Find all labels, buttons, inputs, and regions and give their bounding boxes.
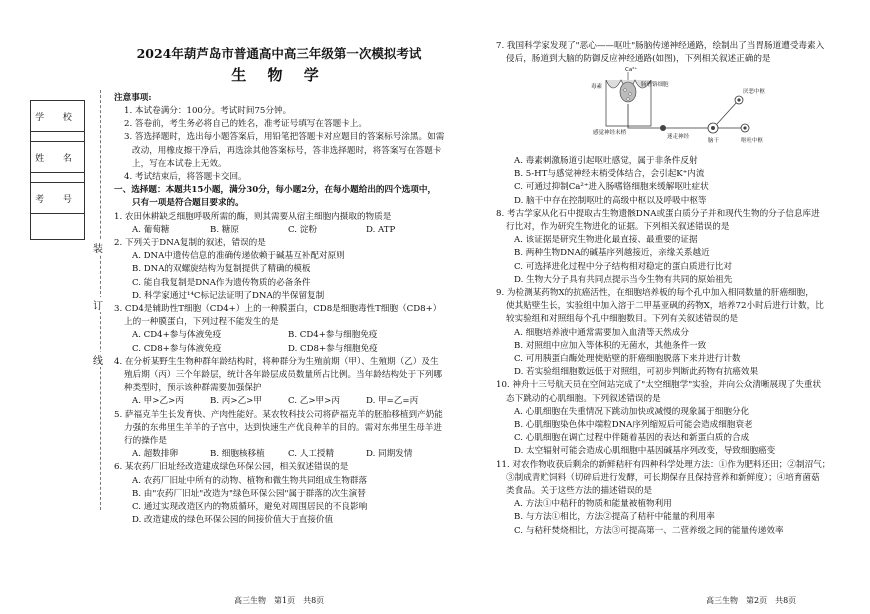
text-line: 行的操作是	[124, 436, 167, 447]
text-line: 较实验组和对照组每个孔中细胞数目。下列有关叙述错误的是	[506, 314, 739, 325]
left-question-text	[114, 105, 444, 528]
right-question-text	[496, 155, 856, 538]
notes-heading: 注意事项:	[114, 93, 152, 103]
text-line: 8. 考古学家从化石中提取古生物遗骸DNA或蛋白质分子并和现代生物的分子信息库进	[496, 208, 820, 219]
cut-char-ding: 订	[93, 297, 103, 312]
answer-option: D. 甲=乙=丙	[366, 396, 419, 407]
text-line: D. 生物大分子具有共同点提示当今生物有共同的原始祖先	[514, 274, 733, 285]
text-line: 11. 对农作物收获后剩余的新鲜秸秆有四种科学处理方法：①作为肥料还田；②制沼气；	[496, 459, 831, 470]
field-name: 姓 名	[31, 142, 85, 173]
answer-options	[114, 224, 444, 237]
text-line: 4. 在分析某野生生物种群年龄结构时，将种群分为生殖前期（甲）、生殖期（乙）及生	[114, 356, 439, 367]
text-line: A. 该证据是研究生物进化最直接、最重要的证据	[514, 235, 698, 246]
text-line: 只有一项是符合题目要求的。	[132, 198, 244, 209]
label-sensory: 感觉神经末梢	[593, 130, 627, 136]
gut-brain-pathway-diagram	[591, 66, 771, 150]
answer-option: A. 葡萄糖	[132, 224, 170, 235]
subject-title: 生 物 学	[231, 66, 327, 84]
cut-char-xian: 线	[93, 352, 103, 367]
answer-options	[114, 329, 444, 342]
text-line: 2. 下列关于DNA复制的叙述，错误的是	[114, 238, 266, 249]
text-line: 行比对，作为研究生物进化的证据。下列相关叙述错误的是	[506, 222, 730, 233]
text-line: D. 若实验组细胞数远低于对照组，可初步判断此药物有抗癌效果	[514, 367, 759, 378]
text-line: C. 可用胰蛋白酶处理使贴壁的肝癌细胞脱落下来并进行计数	[514, 354, 741, 365]
answer-option: B. CD4+参与细胞免疫	[288, 330, 378, 341]
page-footer-2: 高三生物 第2页 共8页	[706, 596, 797, 605]
text-line: D. 脑干中存在控制呕吐的高级中枢以及呼吸中枢等	[514, 195, 707, 206]
text-line: 上的一种膜蛋白，下列过程不能发生的是	[124, 317, 279, 328]
nerve-node	[660, 125, 666, 131]
field-school: 学 校	[31, 101, 85, 132]
text-line: A. DNA中遗传信息的准确传递依赖于碱基互补配对原则	[132, 251, 345, 262]
q7-intro-line: 侵后，肠道到大脑的防御反应神经通路(如图)，下列相关叙述正确的是	[506, 54, 771, 65]
answer-option: C. 淀粉	[288, 224, 317, 235]
label-disgust: 厌恶中枢	[743, 89, 766, 95]
label-ca: Ca²⁺	[625, 67, 638, 73]
answer-option: A. 甲>乙>丙	[132, 396, 184, 407]
text-line: B. 心肌细胞染色体中端粒DNA序列缩短后可能会造成细胞衰老	[514, 420, 753, 431]
text-line: C. 可选择进化过程中分子结构相对稳定的蛋白质进行比对	[514, 261, 732, 272]
answer-option: B. 糖原	[210, 224, 239, 235]
text-line: 态下跳动的心肌细胞。下列叙述错误的是	[506, 393, 661, 404]
text-line: A. 方法①中秸秆的物质和能量被植物利用	[514, 499, 672, 510]
text-line: 2. 答卷前，考生务必将自己的姓名，准考证号填写在答题卡上。	[124, 119, 367, 130]
text-line: B. 5-HT与感觉神经末梢受体结合，会引起K⁺内流	[514, 169, 705, 180]
text-line: C. 可通过抑制Ca²⁺进入肠嗜铬细胞来缓解呕吐症状	[514, 182, 709, 193]
text-line: 种类型时，预示该种群需要加强保护	[124, 383, 262, 394]
page-footer-1: 高三生物 第1页 共8页	[234, 596, 325, 605]
text-line: 一、选择题：本题共15小题，满分30分，每小题2分，在每小题给出的四个选项中，	[114, 185, 437, 196]
text-line: 10. 神舟十三号航天员在空间站完成了"太空细胞学"实验，并向公众清晰展现了失重状	[496, 380, 822, 391]
text-line: 3. CD4是辅助性T细胞（CD4+）上的一种膜蛋白，CD8是细胞毒性T细胞（CD8+）	[114, 304, 442, 315]
nerve-fiber	[628, 104, 661, 128]
answer-option: A. CD4+参与体液免疫	[132, 330, 222, 341]
text-line: 殖后期（丙）三个年龄层，统计各年龄层成员数量所占比例。当年龄结构处于下列哪	[124, 370, 442, 381]
answer-option: D. 同期发情	[366, 449, 413, 460]
text-line: C. 能自我复制是DNA作为遗传物质的必备条件	[132, 277, 311, 288]
student-info-table	[30, 100, 85, 240]
answer-option: C. CD8+参与体液免疫	[132, 343, 222, 354]
text-line: A. 毒素刺激肠道引起呕吐感觉，属于非条件反射	[514, 156, 698, 166]
text-line: 1. 农田休耕缺乏细胞呼吸所需的酶，则其需要从宿主细胞内摄取的物质是	[114, 211, 392, 222]
text-line: 上，写在本试卷上无效。	[132, 158, 227, 169]
text-line: A. 农药厂旧址中所有的动物、植物和微生物共同组成生物群落	[132, 475, 368, 486]
q7-intro-line: 7. 我国科学家发现了"恶心——呕吐"肠脑传递神经通路，绘制出了当胃肠道遭受毒素入	[496, 41, 825, 51]
label-vagus: 迷走神经	[667, 134, 690, 140]
text-line: 力强的东弗里生羊羊的子宫中，达到快速生产优良种羊的目的。需对东弗里生母羊进	[124, 422, 442, 433]
cut-char-zhuang: 装	[93, 240, 103, 255]
answer-option: D. CD8+参与细胞免疫	[288, 343, 378, 354]
label-cell: 肠嗜铬细胞	[641, 82, 669, 88]
text-line: D. 改造建成的绿色环保公园的间接价值大于直接价值	[132, 515, 334, 526]
answer-option: B. 细胞核移植	[210, 449, 265, 460]
text-line: B. 两种生物DNA的碱基序列越接近，亲缘关系越近	[514, 248, 710, 259]
text-line: 改动，用橡皮擦干净后，再选涂其他答案标号，答非选择题时，将答案写在答题卡	[132, 145, 442, 156]
text-line: 4. 考试结束后，将答题卡交回。	[124, 172, 247, 183]
exam-title: 2024年葫芦岛市普通高中高三年级第一次模拟考试	[136, 46, 422, 61]
label-toxin: 毒素	[591, 84, 603, 90]
text-line: A. 心肌细胞在失重情况下跳动加快或减慢的现象属于细胞分化	[514, 406, 750, 417]
text-line: B. 由"农药厂旧址"改造为"绿色环保公园"属于群落的次生演替	[132, 488, 366, 499]
text-line: 3. 答选择题时，选出每小题答案后，用铅笔把答题卡对应题目的答案标号涂黑。如需	[124, 132, 445, 143]
text-line: D. 太空辐射可能会造成心肌细胞中基因碱基序列改变，导致细胞癌变	[514, 446, 776, 457]
text-line: 9. 为检测某药物X的抗癌活性，在细胞培养板的每个孔中加入相同数量的肝癌细胞，	[496, 288, 814, 299]
text-line: 使其贴壁生长，实验组中加入溶于二甲基亚砜的药物X，培养72小时后进行计数，比	[506, 301, 824, 312]
binder-margin	[0, 0, 120, 614]
text-line: B. 与方法①相比，方法②提高了秸秆中能量的利用率	[514, 512, 715, 523]
answer-options	[114, 395, 444, 408]
text-line: B. 对照组中应加入等体积的无菌水，其他条件一致	[514, 340, 707, 351]
text-line: 1. 本试卷满分：100分。考试时间75分钟。	[124, 106, 292, 116]
answer-options	[114, 343, 444, 356]
text-line: C. 通过实现改造区内的物质循环，避免对周围居民的不良影响	[132, 502, 368, 513]
label-vomit: 呕吐中枢	[741, 138, 764, 144]
answer-option: A. 超数排卵	[132, 449, 179, 460]
text-line: B. DNA的双螺旋结构为复制提供了精确的模板	[132, 264, 311, 275]
text-line: C. 心肌细胞在调亡过程中伴随着基因的表达和新蛋白质的合成	[514, 433, 750, 444]
text-line: D. 科学家通过¹⁴C标记法证明了DNA的半保留复制	[132, 290, 325, 301]
text-line: A. 细胞培养液中通常需要加入血清等天然成分	[514, 327, 689, 338]
answer-options	[114, 448, 444, 461]
answer-option: B. 丙>乙>甲	[210, 396, 262, 407]
answer-option: D. ATP	[366, 224, 396, 235]
text-line: ③制成青贮饲料（切碎后进行发酵，可长期保存且保持营养和新鲜度）；④培育菌菇	[506, 472, 820, 483]
text-line: 5. 萨福克羊生长发育快、产肉性能好。某农牧科技公司将萨福克羊的胚胎移植到产奶能	[114, 409, 443, 420]
text-line: C. 与秸秆焚烧相比，方法③可提高第一、二营养级之间的能量传递效率	[514, 525, 784, 536]
text-line: 类食品。关于这些方法的描述错误的是	[506, 486, 653, 497]
text-line: 6. 某农药厂旧址经改造建成绿色环保公园，相关叙述错误的是	[114, 462, 349, 473]
field-exam-number: 考 号	[31, 183, 85, 214]
answer-option: C. 乙>甲>丙	[288, 396, 340, 407]
answer-option: C. 人工授精	[288, 449, 335, 460]
q7-intro	[496, 40, 856, 66]
label-brainstem: 脑干	[708, 138, 720, 144]
